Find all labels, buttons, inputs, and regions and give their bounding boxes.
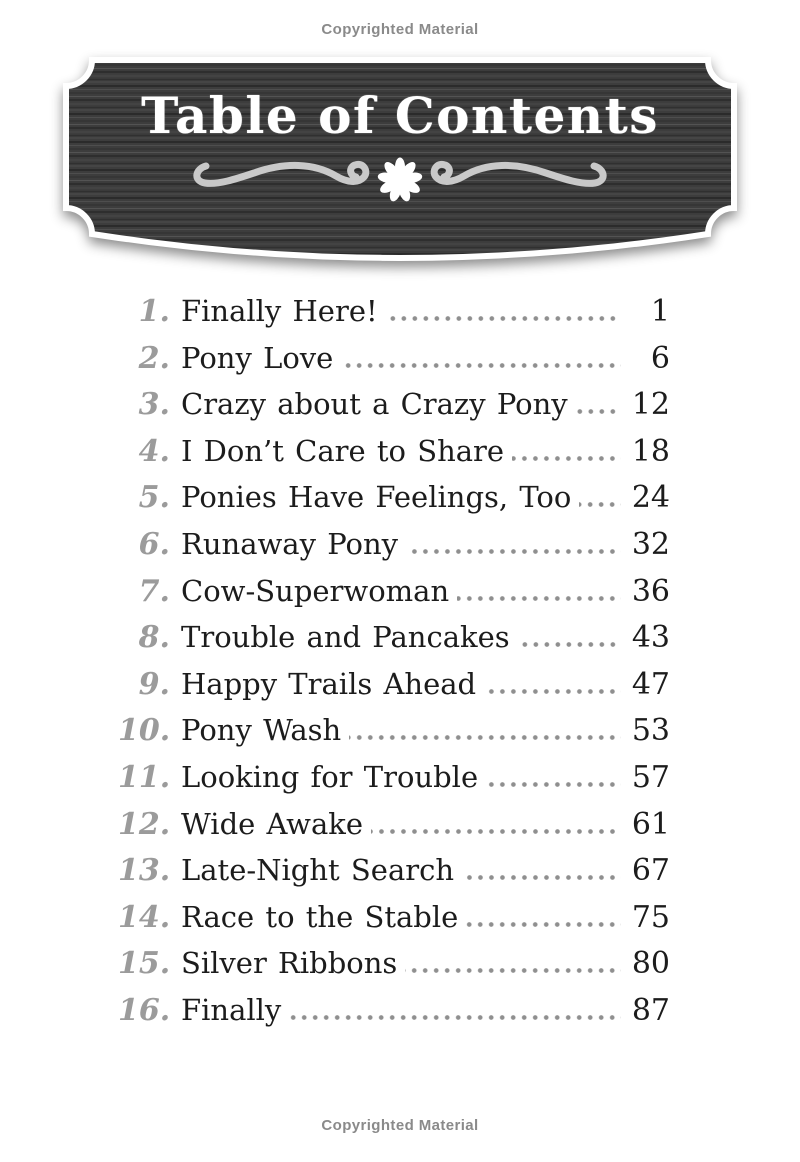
chapter-page-number: 6 — [650, 340, 670, 376]
chapter-page-number: 87 — [631, 992, 670, 1028]
daisy-icon — [377, 158, 423, 203]
chapter-number: 4. — [138, 433, 170, 469]
chapter-number: 1. — [138, 294, 170, 329]
dot-leader — [484, 689, 621, 694]
chapter-page-number: 61 — [631, 806, 670, 842]
dot-leader — [386, 316, 621, 321]
dot-leader — [486, 782, 621, 787]
chapter-page-number: 36 — [631, 573, 670, 609]
copyright-notice-bottom: Copyrighted Material — [321, 1117, 479, 1134]
swirl-left-icon — [197, 164, 366, 183]
dot-leader — [512, 456, 621, 461]
chapter-number: 12. — [118, 806, 171, 842]
chapter-page-number: 12 — [631, 387, 670, 423]
chapter-title: Race to the Stable — [181, 899, 459, 934]
chapter-title: Crazy about a Crazy Pony — [181, 387, 568, 422]
dot-leader — [289, 1015, 621, 1020]
chapter-number: 8. — [138, 620, 170, 656]
chapter-title: Finally — [181, 992, 282, 1027]
chapter-title: Ponies Have Feelings, Too — [181, 480, 572, 515]
chapter-page-number: 1 — [650, 294, 670, 329]
chapter-number: 3. — [138, 387, 170, 423]
dot-leader — [349, 735, 621, 740]
toc-entry — [118, 614, 670, 661]
chapter-number: 6. — [138, 526, 170, 562]
chapter-number: 16. — [118, 992, 171, 1028]
chapter-title: Pony Wash — [181, 713, 342, 748]
toc-entry — [118, 335, 670, 382]
chapter-title: Looking for Trouble — [181, 759, 479, 794]
chapter-title: Silver Ribbons — [181, 946, 398, 981]
toc-entry — [118, 428, 670, 475]
toc-entry — [118, 987, 670, 1034]
toc-entry — [118, 847, 670, 894]
chapter-number: 13. — [118, 853, 171, 889]
toc-entry — [118, 568, 670, 615]
dot-leader — [457, 596, 621, 601]
toc-entry — [118, 288, 670, 335]
chapter-page-number: 67 — [631, 853, 670, 889]
toc-entry — [118, 521, 670, 568]
chapter-page-number: 24 — [631, 480, 670, 516]
chapter-number: 9. — [138, 666, 170, 702]
chapter-number: 7. — [138, 573, 170, 609]
chapter-number: 15. — [118, 946, 171, 982]
chapter-page-number: 32 — [631, 526, 670, 562]
dot-leader — [371, 829, 621, 834]
chapter-title: Runaway Pony — [181, 526, 399, 561]
chapter-title: I Don’t Care to Share — [181, 433, 505, 468]
chapter-number: 5. — [138, 480, 170, 516]
chapter-page-number: 80 — [631, 946, 670, 982]
chapter-number: 2. — [138, 340, 170, 376]
chapter-number: 11. — [118, 759, 171, 795]
chapter-page-number: 57 — [631, 759, 670, 795]
chapter-page-number: 43 — [631, 620, 670, 656]
toc-entry — [118, 754, 670, 801]
toc-entry — [118, 894, 670, 941]
chapter-number: 10. — [118, 713, 171, 749]
toc-entry — [118, 940, 670, 987]
chapter-number: 14. — [118, 899, 171, 935]
swirl-right-icon — [434, 164, 603, 183]
toc-entry — [118, 474, 670, 521]
table-of-contents-sign — [62, 56, 738, 271]
dot-leader — [341, 363, 621, 368]
toc-entry — [118, 707, 670, 754]
toc-entry — [118, 801, 670, 848]
chapter-title: Happy Trails Ahead — [181, 666, 477, 701]
dot-leader — [518, 642, 621, 647]
chapter-page-number: 75 — [631, 899, 670, 935]
toc-entry — [118, 661, 670, 708]
chapter-page-number: 47 — [631, 666, 670, 702]
dot-leader — [576, 409, 621, 414]
chapter-title: Wide Awake — [181, 806, 364, 841]
copyright-notice-top: Copyrighted Material — [321, 21, 479, 38]
dot-leader — [405, 968, 621, 973]
dot-leader — [406, 549, 621, 554]
chapter-title: Cow-Superwoman — [181, 573, 450, 608]
toc-list — [118, 288, 670, 1034]
dot-leader — [462, 875, 621, 880]
chapter-title: Trouble and Pancakes — [181, 620, 510, 655]
chapter-title: Late-Night Search — [181, 853, 455, 888]
chapter-title: Finally Here! — [181, 294, 378, 328]
toc-entry — [118, 381, 670, 428]
ornament-divider — [190, 150, 610, 210]
dot-leader — [579, 502, 621, 507]
chapter-page-number: 53 — [631, 713, 670, 749]
chapter-page-number: 18 — [631, 433, 670, 469]
page-title: Table of Contents — [141, 86, 659, 145]
dot-leader — [466, 922, 621, 927]
chapter-title: Pony Love — [181, 340, 334, 375]
